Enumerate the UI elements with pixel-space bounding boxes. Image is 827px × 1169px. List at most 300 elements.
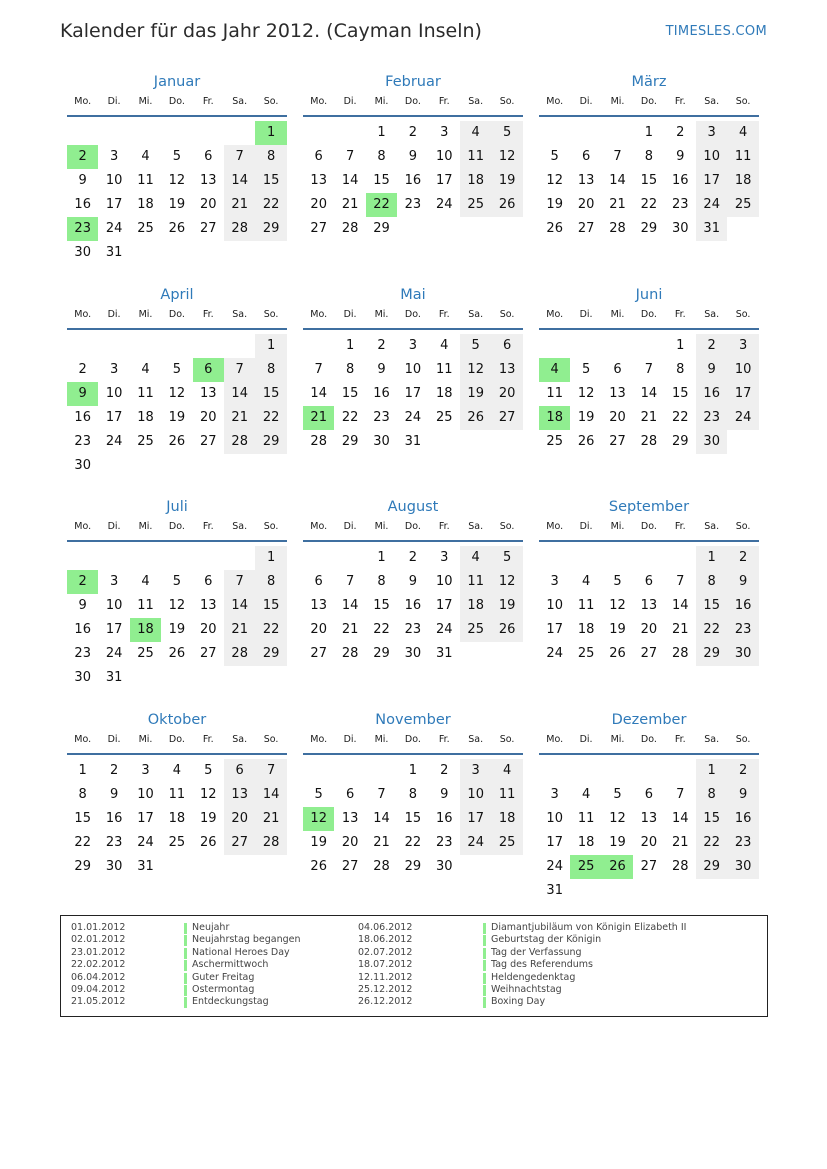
day-cell: 22 (640, 197, 658, 212)
month-0 (67, 72, 287, 260)
day-cell: 30 (74, 458, 91, 473)
day-cell: 13 (200, 598, 217, 613)
day-cell: 4 (727, 121, 758, 145)
day-cell: 3 (550, 574, 559, 589)
day-grid (303, 541, 523, 685)
day-cell: 15 (672, 386, 689, 401)
holiday-day: 4 (539, 358, 570, 382)
weekday-header (539, 305, 759, 329)
day-cell: 20 (200, 410, 217, 425)
day-cell: 23 (105, 835, 123, 850)
day-cell: 27 (310, 646, 327, 661)
day-cell: 11 (137, 598, 154, 613)
day-cell: 5 (581, 362, 591, 377)
day-cell: 22 (255, 618, 286, 642)
day-cell: 29 (672, 434, 689, 449)
holiday-day: 25 (570, 855, 601, 879)
day-cell: 20 (200, 197, 217, 212)
day-cell: 26 (168, 646, 186, 661)
weekday-label: Di. (579, 734, 593, 745)
weekday-label: Sa. (232, 734, 248, 745)
month-9 (67, 710, 287, 898)
month-name: August (387, 499, 439, 515)
day-cell: 6 (204, 149, 213, 164)
day-cell: 14 (310, 386, 327, 401)
day-cell: 9 (109, 787, 119, 802)
weekday-label: Fr. (202, 96, 214, 107)
day-cell: 16 (727, 594, 758, 618)
month-2 (539, 72, 759, 260)
weekday-label: Do. (168, 734, 185, 745)
day-cell: 13 (200, 173, 217, 188)
day-cell: 11 (137, 386, 154, 401)
brand-link[interactable]: TIMESLES.COM (665, 24, 767, 39)
day-cell: 9 (408, 149, 418, 164)
day-cell: 15 (404, 811, 422, 826)
day-cell: 6 (345, 787, 355, 802)
day-cell: 25 (727, 193, 758, 217)
legend-date: 22.02.2012 (71, 959, 126, 971)
legend-marker (184, 960, 187, 971)
weekday-label: So. (263, 96, 279, 107)
weekday-header (303, 92, 523, 116)
day-cell: 11 (577, 598, 595, 613)
legend-date: 23.01.2012 (71, 946, 126, 958)
day-cell: 30 (74, 670, 91, 685)
weekday-label: Mi. (138, 309, 153, 320)
day-cell: 25 (577, 646, 595, 661)
weekday-label: Mi. (374, 96, 389, 107)
day-cell: 23 (672, 197, 689, 212)
day-cell: 1 (644, 125, 654, 140)
legend-marker (483, 923, 486, 934)
legend-holiday-name: Neujahrstag begangen (192, 934, 301, 946)
day-cell: 19 (491, 169, 522, 193)
day-cell: 23 (404, 622, 422, 637)
legend-holiday-name: Weihnachtstag (491, 984, 562, 995)
day-cell: 29 (373, 221, 390, 236)
day-cell: 16 (105, 811, 123, 826)
day-cell: 28 (640, 434, 658, 449)
day-cell: 20 (310, 197, 327, 212)
weekday-label: Mi. (374, 521, 389, 532)
weekday-label: Mo. (310, 309, 328, 320)
day-cell: 24 (546, 859, 563, 874)
weekday-label: Mo. (74, 521, 92, 532)
weekday-label: Do. (404, 521, 421, 532)
weekday-label: Fr. (674, 521, 686, 532)
weekday-header (303, 730, 523, 754)
day-cell: 19 (168, 197, 186, 212)
legend-marker (184, 997, 187, 1008)
day-cell: 6 (491, 334, 522, 358)
weekday-label: Di. (107, 96, 121, 107)
day-cell: 13 (609, 386, 626, 401)
day-cell: 7 (377, 787, 386, 802)
day-cell: 26 (609, 646, 626, 661)
day-cell: 17 (727, 382, 758, 406)
day-cell: 12 (460, 358, 491, 382)
day-cell: 7 (644, 362, 654, 377)
weekday-label: Fr. (674, 734, 686, 745)
day-cell: 21 (341, 197, 359, 212)
day-cell: 13 (310, 598, 327, 613)
weekday-label: So. (499, 734, 515, 745)
day-cell: 20 (609, 410, 626, 425)
weekday-label: Di. (343, 96, 357, 107)
day-cell: 20 (224, 807, 255, 831)
day-cell: 31 (105, 670, 123, 685)
day-cell: 24 (460, 831, 491, 855)
legend-date: 25.12.2012 (358, 984, 413, 995)
month-name: Mai (400, 287, 426, 303)
day-cell: 14 (609, 173, 626, 188)
day-cell: 2 (727, 546, 758, 570)
day-cell: 10 (460, 783, 491, 807)
day-cell: 28 (609, 221, 626, 236)
legend-holiday-name: Neujahr (192, 922, 230, 933)
month-name: Oktober (147, 712, 207, 728)
day-cell: 19 (310, 835, 327, 850)
day-cell: 16 (373, 386, 390, 401)
day-cell: 21 (640, 410, 658, 425)
day-cell: 14 (224, 169, 255, 193)
weekday-label: Mi. (138, 734, 153, 745)
month-8 (539, 497, 759, 685)
legend-marker (184, 973, 187, 984)
day-cell: 21 (255, 807, 286, 831)
legend-date: 21.05.2012 (71, 996, 126, 1008)
legend-date: 09.04.2012 (71, 984, 126, 995)
day-cell: 22 (696, 831, 727, 855)
weekday-label: Fr. (202, 309, 214, 320)
day-cell: 1 (696, 546, 727, 570)
day-cell: 12 (609, 598, 626, 613)
day-cell: 10 (546, 598, 563, 613)
day-cell: 3 (440, 125, 449, 140)
day-cell: 28 (310, 434, 327, 449)
day-cell: 5 (460, 334, 491, 358)
weekday-label: Fr. (438, 309, 450, 320)
weekday-label: Do. (640, 734, 657, 745)
day-cell: 10 (105, 598, 123, 613)
legend-holiday-name: Entdeckungstag (192, 996, 269, 1008)
day-cell: 16 (404, 173, 422, 188)
day-cell: 3 (141, 763, 150, 778)
day-cell: 6 (314, 149, 323, 164)
day-cell: 26 (200, 835, 217, 850)
day-cell: 8 (255, 358, 286, 382)
day-cell: 14 (341, 598, 359, 613)
day-cell: 25 (491, 831, 522, 855)
day-cell: 30 (105, 859, 123, 874)
day-cell: 14 (672, 811, 689, 826)
day-cell: 21 (341, 622, 359, 637)
day-cell: 13 (640, 811, 658, 826)
weekday-label: Mi. (610, 521, 625, 532)
day-cell: 14 (341, 173, 359, 188)
day-cell: 14 (255, 783, 286, 807)
day-cell: 3 (696, 121, 727, 145)
holiday-day: 18 (130, 618, 161, 642)
day-grid (539, 541, 759, 685)
weekday-label: Fr. (202, 734, 214, 745)
day-cell: 8 (78, 787, 87, 802)
weekday-label: Mi. (610, 96, 625, 107)
day-cell: 28 (341, 221, 359, 236)
day-cell: 19 (460, 382, 491, 406)
day-cell: 16 (696, 382, 727, 406)
day-cell: 3 (460, 759, 491, 783)
month-name: April (160, 287, 194, 303)
day-cell: 29 (255, 642, 286, 666)
day-cell: 7 (613, 149, 622, 164)
day-cell: 9 (78, 598, 87, 613)
legend-marker (184, 985, 187, 996)
day-cell: 7 (224, 570, 255, 594)
day-cell: 23 (74, 646, 91, 661)
day-cell: 6 (204, 574, 213, 589)
day-cell: 30 (74, 245, 91, 260)
day-cell: 27 (200, 221, 217, 236)
day-cell: 3 (109, 149, 119, 164)
day-cell: 17 (105, 410, 123, 425)
weekday-header (303, 517, 523, 541)
day-cell: 20 (200, 622, 217, 637)
day-cell: 3 (109, 574, 119, 589)
holiday-day: 6 (193, 358, 224, 382)
day-cell: 15 (640, 173, 658, 188)
weekday-label: Do. (640, 96, 657, 107)
weekday-label: Fr. (674, 309, 686, 320)
day-cell: 9 (676, 149, 685, 164)
weekday-header (303, 305, 523, 329)
weekday-label: So. (735, 521, 751, 532)
day-cell: 9 (440, 787, 449, 802)
day-cell: 11 (577, 811, 595, 826)
day-cell: 8 (696, 570, 727, 594)
day-cell: 12 (491, 145, 522, 169)
weekday-label: Di. (107, 734, 121, 745)
day-cell: 24 (546, 646, 563, 661)
day-cell: 5 (613, 787, 622, 802)
day-cell: 21 (672, 835, 689, 850)
day-cell: 8 (408, 787, 418, 802)
weekday-header (67, 92, 287, 116)
day-cell: 1 (255, 546, 286, 570)
day-cell: 1 (408, 763, 418, 778)
day-cell: 14 (640, 386, 658, 401)
day-cell: 23 (436, 835, 453, 850)
weekday-header (67, 305, 287, 329)
weekday-label: So. (735, 309, 751, 320)
weekday-label: Mo. (310, 521, 328, 532)
day-cell: 18 (137, 197, 154, 212)
day-cell: 7 (224, 145, 255, 169)
day-cell: 9 (78, 173, 87, 188)
month-name: September (608, 499, 690, 515)
month-5 (539, 285, 759, 473)
day-cell: 25 (168, 835, 186, 850)
day-cell: 21 (609, 197, 626, 212)
weekday-label: Mo. (546, 521, 564, 532)
weekday-label: Di. (343, 521, 357, 532)
day-grid (303, 116, 523, 260)
day-cell: 10 (105, 173, 123, 188)
holiday-day: 2 (67, 570, 98, 594)
day-cell: 18 (460, 169, 491, 193)
holiday-day: 18 (539, 406, 570, 430)
day-cell: 14 (224, 594, 255, 618)
weekday-label: So. (499, 521, 515, 532)
day-cell: 28 (224, 642, 255, 666)
day-cell: 5 (491, 121, 522, 145)
day-cell: 4 (581, 574, 591, 589)
day-cell: 12 (168, 598, 186, 613)
day-cell: 24 (105, 434, 123, 449)
weekday-label: Sa. (468, 734, 484, 745)
weekday-label: Di. (579, 521, 593, 532)
day-cell: 13 (224, 783, 255, 807)
day-cell: 12 (168, 173, 186, 188)
day-cell: 9 (408, 574, 418, 589)
day-cell: 25 (460, 618, 491, 642)
day-cell: 5 (491, 546, 522, 570)
day-cell: 3 (550, 787, 559, 802)
holiday-day: 2 (67, 145, 98, 169)
month-3 (67, 285, 287, 473)
day-cell: 27 (200, 646, 217, 661)
day-cell: 4 (460, 546, 491, 570)
day-cell: 18 (436, 386, 453, 401)
day-cell: 16 (727, 807, 758, 831)
day-cell: 30 (404, 646, 422, 661)
day-cell: 4 (460, 121, 491, 145)
day-grid (539, 754, 759, 898)
legend-holiday-name: Guter Freitag (192, 971, 255, 983)
day-cell: 24 (137, 835, 154, 850)
weekday-label: So. (499, 96, 515, 107)
day-cell: 13 (577, 173, 595, 188)
day-cell: 5 (613, 574, 622, 589)
day-cell: 18 (577, 622, 595, 637)
day-cell: 26 (460, 406, 491, 430)
day-cell: 8 (377, 149, 386, 164)
weekday-label: Mo. (310, 734, 328, 745)
legend-marker (483, 935, 486, 946)
holiday-day: 21 (303, 406, 334, 430)
day-cell: 22 (404, 835, 422, 850)
day-cell: 31 (137, 859, 154, 874)
day-cell: 4 (141, 574, 150, 589)
weekday-header (67, 517, 287, 541)
day-cell: 25 (546, 434, 563, 449)
weekday-label: Mo. (74, 309, 92, 320)
day-cell: 10 (546, 811, 563, 826)
weekday-label: Do. (404, 96, 421, 107)
day-cell: 10 (105, 386, 123, 401)
legend-date: 01.01.2012 (71, 922, 126, 933)
day-cell: 29 (640, 221, 658, 236)
day-cell: 16 (404, 598, 422, 613)
day-cell: 29 (255, 430, 286, 454)
weekday-header (539, 92, 759, 116)
day-cell: 19 (577, 410, 595, 425)
weekday-label: Mo. (74, 96, 92, 107)
day-cell: 21 (224, 406, 255, 430)
day-cell: 11 (137, 173, 154, 188)
day-cell: 11 (436, 362, 453, 377)
day-cell: 19 (609, 835, 626, 850)
day-cell: 17 (436, 173, 453, 188)
day-cell: 7 (345, 149, 355, 164)
day-cell: 16 (672, 173, 689, 188)
day-cell: 30 (373, 434, 390, 449)
day-cell: 30 (727, 642, 758, 666)
day-cell: 30 (672, 221, 689, 236)
day-cell: 1 (78, 763, 87, 778)
day-cell: 22 (74, 835, 91, 850)
day-cell: 19 (168, 622, 186, 637)
weekday-label: Sa. (704, 734, 720, 745)
day-cell: 31 (696, 217, 727, 241)
day-cell: 22 (696, 618, 727, 642)
day-cell: 20 (577, 197, 595, 212)
legend-marker (483, 960, 486, 971)
day-cell: 15 (255, 169, 286, 193)
day-cell: 2 (408, 550, 418, 565)
day-cell: 18 (491, 807, 522, 831)
day-cell: 12 (491, 570, 522, 594)
weekday-header (539, 517, 759, 541)
day-cell: 14 (373, 811, 390, 826)
day-cell: 7 (314, 362, 323, 377)
month-name: November (375, 712, 451, 728)
day-cell: 27 (577, 221, 595, 236)
day-cell: 30 (727, 855, 758, 879)
weekday-label: Sa. (704, 521, 720, 532)
day-cell: 9 (377, 362, 386, 377)
legend-marker (483, 973, 486, 984)
day-cell: 19 (546, 197, 563, 212)
day-cell: 26 (577, 434, 595, 449)
day-cell: 28 (341, 646, 359, 661)
day-cell: 29 (74, 859, 91, 874)
day-cell: 11 (546, 386, 563, 401)
day-cell: 6 (644, 787, 654, 802)
month-name: März (631, 74, 667, 90)
day-cell: 16 (74, 410, 91, 425)
day-cell: 28 (672, 646, 689, 661)
weekday-label: Mi. (138, 96, 153, 107)
legend-marker (483, 985, 486, 996)
day-cell: 23 (373, 410, 390, 425)
legend-date: 26.12.2012 (358, 996, 413, 1008)
day-cell: 18 (577, 835, 595, 850)
day-cell: 2 (377, 338, 386, 353)
day-cell: 3 (440, 550, 449, 565)
month-name: Januar (153, 74, 201, 90)
day-cell: 23 (696, 406, 727, 430)
day-cell: 6 (581, 149, 591, 164)
holiday-day: 23 (67, 217, 98, 241)
holiday-day: 9 (67, 382, 98, 406)
day-cell: 11 (168, 787, 186, 802)
month-11 (539, 710, 759, 898)
month-6 (67, 497, 287, 685)
day-cell: 17 (696, 169, 727, 193)
day-cell: 27 (640, 646, 658, 661)
